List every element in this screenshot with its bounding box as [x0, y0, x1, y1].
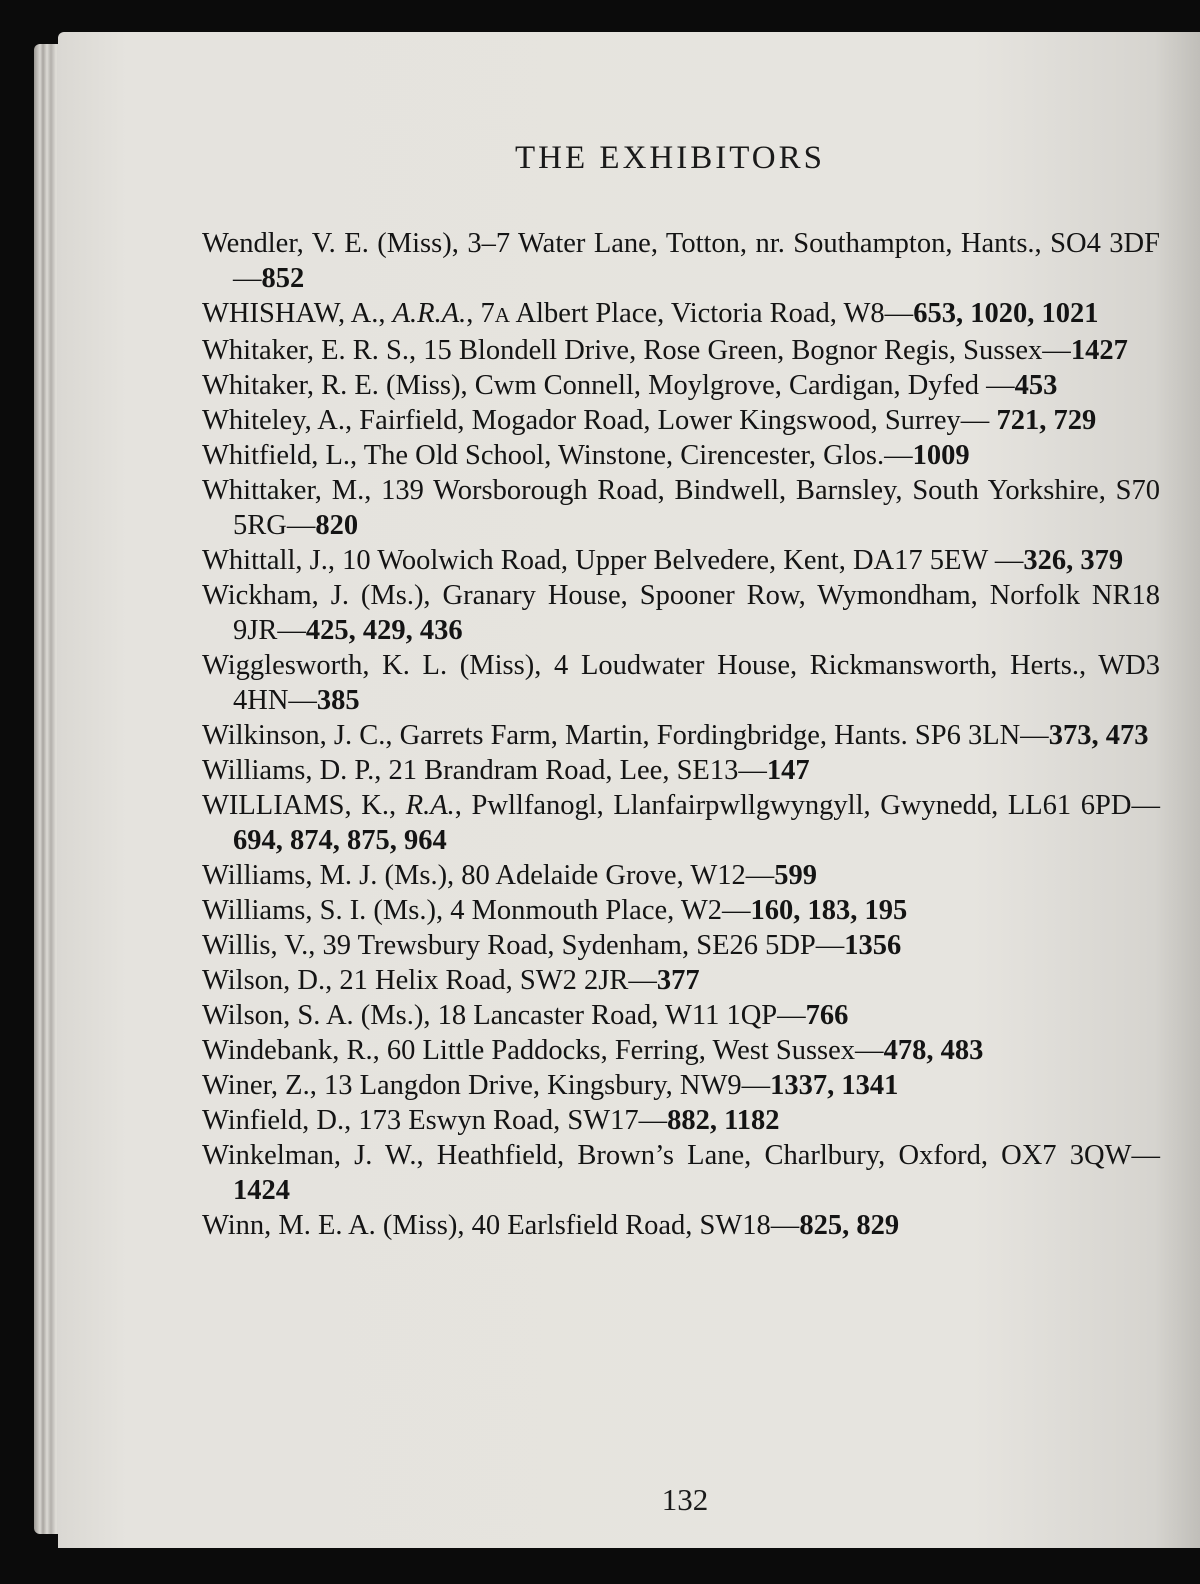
exhibitor-entry: Winkelman, J. W., Heathfield, Brown’s Lane, Charlbury, Oxford, OX7 3QW—1424	[202, 1140, 1160, 1206]
catalogue-numbers: 385	[316, 685, 360, 716]
exhibitor-entry: Wigglesworth, K. L. (Miss), 4 Loudwater House, Rickmansworth, Herts., WD3 4HN—385	[202, 650, 1160, 716]
catalogue-numbers: 825, 829	[799, 1210, 900, 1241]
catalogue-numbers: 599	[774, 860, 817, 891]
exhibitor-entry: Winfield, D., 173 Eswyn Road, SW17—882, 1182	[202, 1105, 780, 1136]
exhibitor-entry: Whitaker, R. E. (Miss), Cwm Connell, Moylgrove, Cardigan, Dyfed —453	[202, 370, 1058, 401]
catalogue-numbers: 425, 429, 436	[305, 615, 463, 646]
catalogue-numbers: 852	[261, 263, 305, 294]
exhibitor-list	[202, 226, 1160, 1243]
exhibitor-entry: Williams, D. P., 21 Brandram Road, Lee, SE13—147	[202, 755, 810, 786]
exhibitor-entry: Whitaker, E. R. S., 15 Blondell Drive, Rose Green, Bognor Regis, Sussex—1427	[202, 335, 1128, 366]
catalogue-numbers: 721, 729	[996, 405, 1097, 436]
exhibitor-entry: Whittall, J., 10 Woolwich Road, Upper Belvedere, Kent, DA17 5EW —326, 379	[202, 545, 1124, 576]
exhibitor-entry: WHISHAW, A., A.R.A., 7A Albert Place, Victoria Road, W8—653, 1020, 1021	[202, 298, 1099, 329]
exhibitor-entry: Williams, M. J. (Ms.), 80 Adelaide Grove, W12—599	[202, 860, 817, 891]
catalogue-numbers: 326, 379	[1023, 545, 1124, 576]
exhibitor-entry: Whitfield, L., The Old School, Winstone, Cirencester, Glos.—1009	[202, 440, 970, 471]
honour-title: A.R.A.	[392, 298, 467, 329]
catalogue-numbers: 653, 1020, 1021	[913, 298, 1099, 329]
catalogue-numbers: 694, 874, 875, 964	[233, 825, 447, 856]
catalogue-numbers: 1427	[1070, 335, 1128, 366]
catalogue-numbers: 882, 1182	[667, 1105, 780, 1136]
catalogue-numbers: 160, 183, 195	[750, 895, 908, 926]
catalogue-numbers: 147	[766, 755, 810, 786]
exhibitor-entry: WILLIAMS, K., R.A., Pwllfanogl, Llanfairpwllgwyngyll, Gwynedd, LL61 6PD—694, 874, 875, 964	[202, 790, 1160, 856]
catalogue-numbers: 373, 473	[1048, 720, 1149, 751]
exhibitor-entry: Whittaker, M., 139 Worsborough Road, Bindwell, Barnsley, South Yorkshire, S70 5RG—820	[202, 475, 1160, 541]
page-number: 132	[661, 1482, 709, 1517]
catalogue-numbers: 1356	[844, 930, 902, 961]
exhibitor-entry: Whiteley, A., Fairfield, Mogador Road, Lower Kingswood, Surrey— 721, 729	[202, 405, 1097, 436]
catalogue-numbers: 766	[805, 1000, 849, 1031]
catalogue-numbers: 377	[656, 965, 700, 996]
exhibitor-entry: Williams, S. I. (Ms.), 4 Monmouth Place, W2—160, 183, 195	[202, 895, 908, 926]
exhibitor-entry: Winer, Z., 13 Langdon Drive, Kingsbury, NW9—1337, 1341	[202, 1070, 899, 1101]
exhibitor-entry: Windebank, R., 60 Little Paddocks, Ferring, West Sussex—478, 483	[202, 1035, 984, 1066]
exhibitor-entry: Wilson, S. A. (Ms.), 18 Lancaster Road, W11 1QP—766	[202, 1000, 849, 1031]
catalogue-numbers: 820	[315, 510, 359, 541]
exhibitor-entry: Wilkinson, J. C., Garrets Farm, Martin, Fordingbridge, Hants. SP6 3LN—373, 473	[202, 720, 1149, 751]
page-heading: THE EXHIBITORS	[515, 140, 825, 176]
catalogue-numbers: 1337, 1341	[770, 1070, 899, 1101]
catalogue-numbers: 1009	[912, 440, 970, 471]
honour-title: R.A.	[405, 790, 455, 821]
exhibitor-entry: Wendler, V. E. (Miss), 3–7 Water Lane, Totton, nr. Southampton, Hants., SO4 3DF—852	[202, 228, 1160, 294]
exhibitor-entry: Winn, M. E. A. (Miss), 40 Earlsfield Road, SW18—825, 829	[202, 1210, 900, 1241]
catalogue-numbers: 478, 483	[883, 1035, 984, 1066]
exhibitor-entry: Wilson, D., 21 Helix Road, SW2 2JR—377	[202, 965, 700, 996]
exhibitor-entry: Willis, V., 39 Trewsbury Road, Sydenham, SE26 5DP—1356	[202, 930, 902, 961]
catalogue-numbers: 1424	[233, 1175, 290, 1206]
catalogue-numbers: 453	[1014, 370, 1058, 401]
exhibitor-entry: Wickham, J. (Ms.), Granary House, Spooner Row, Wymondham, Norfolk NR18 9JR—425, 429, 436	[202, 580, 1160, 646]
